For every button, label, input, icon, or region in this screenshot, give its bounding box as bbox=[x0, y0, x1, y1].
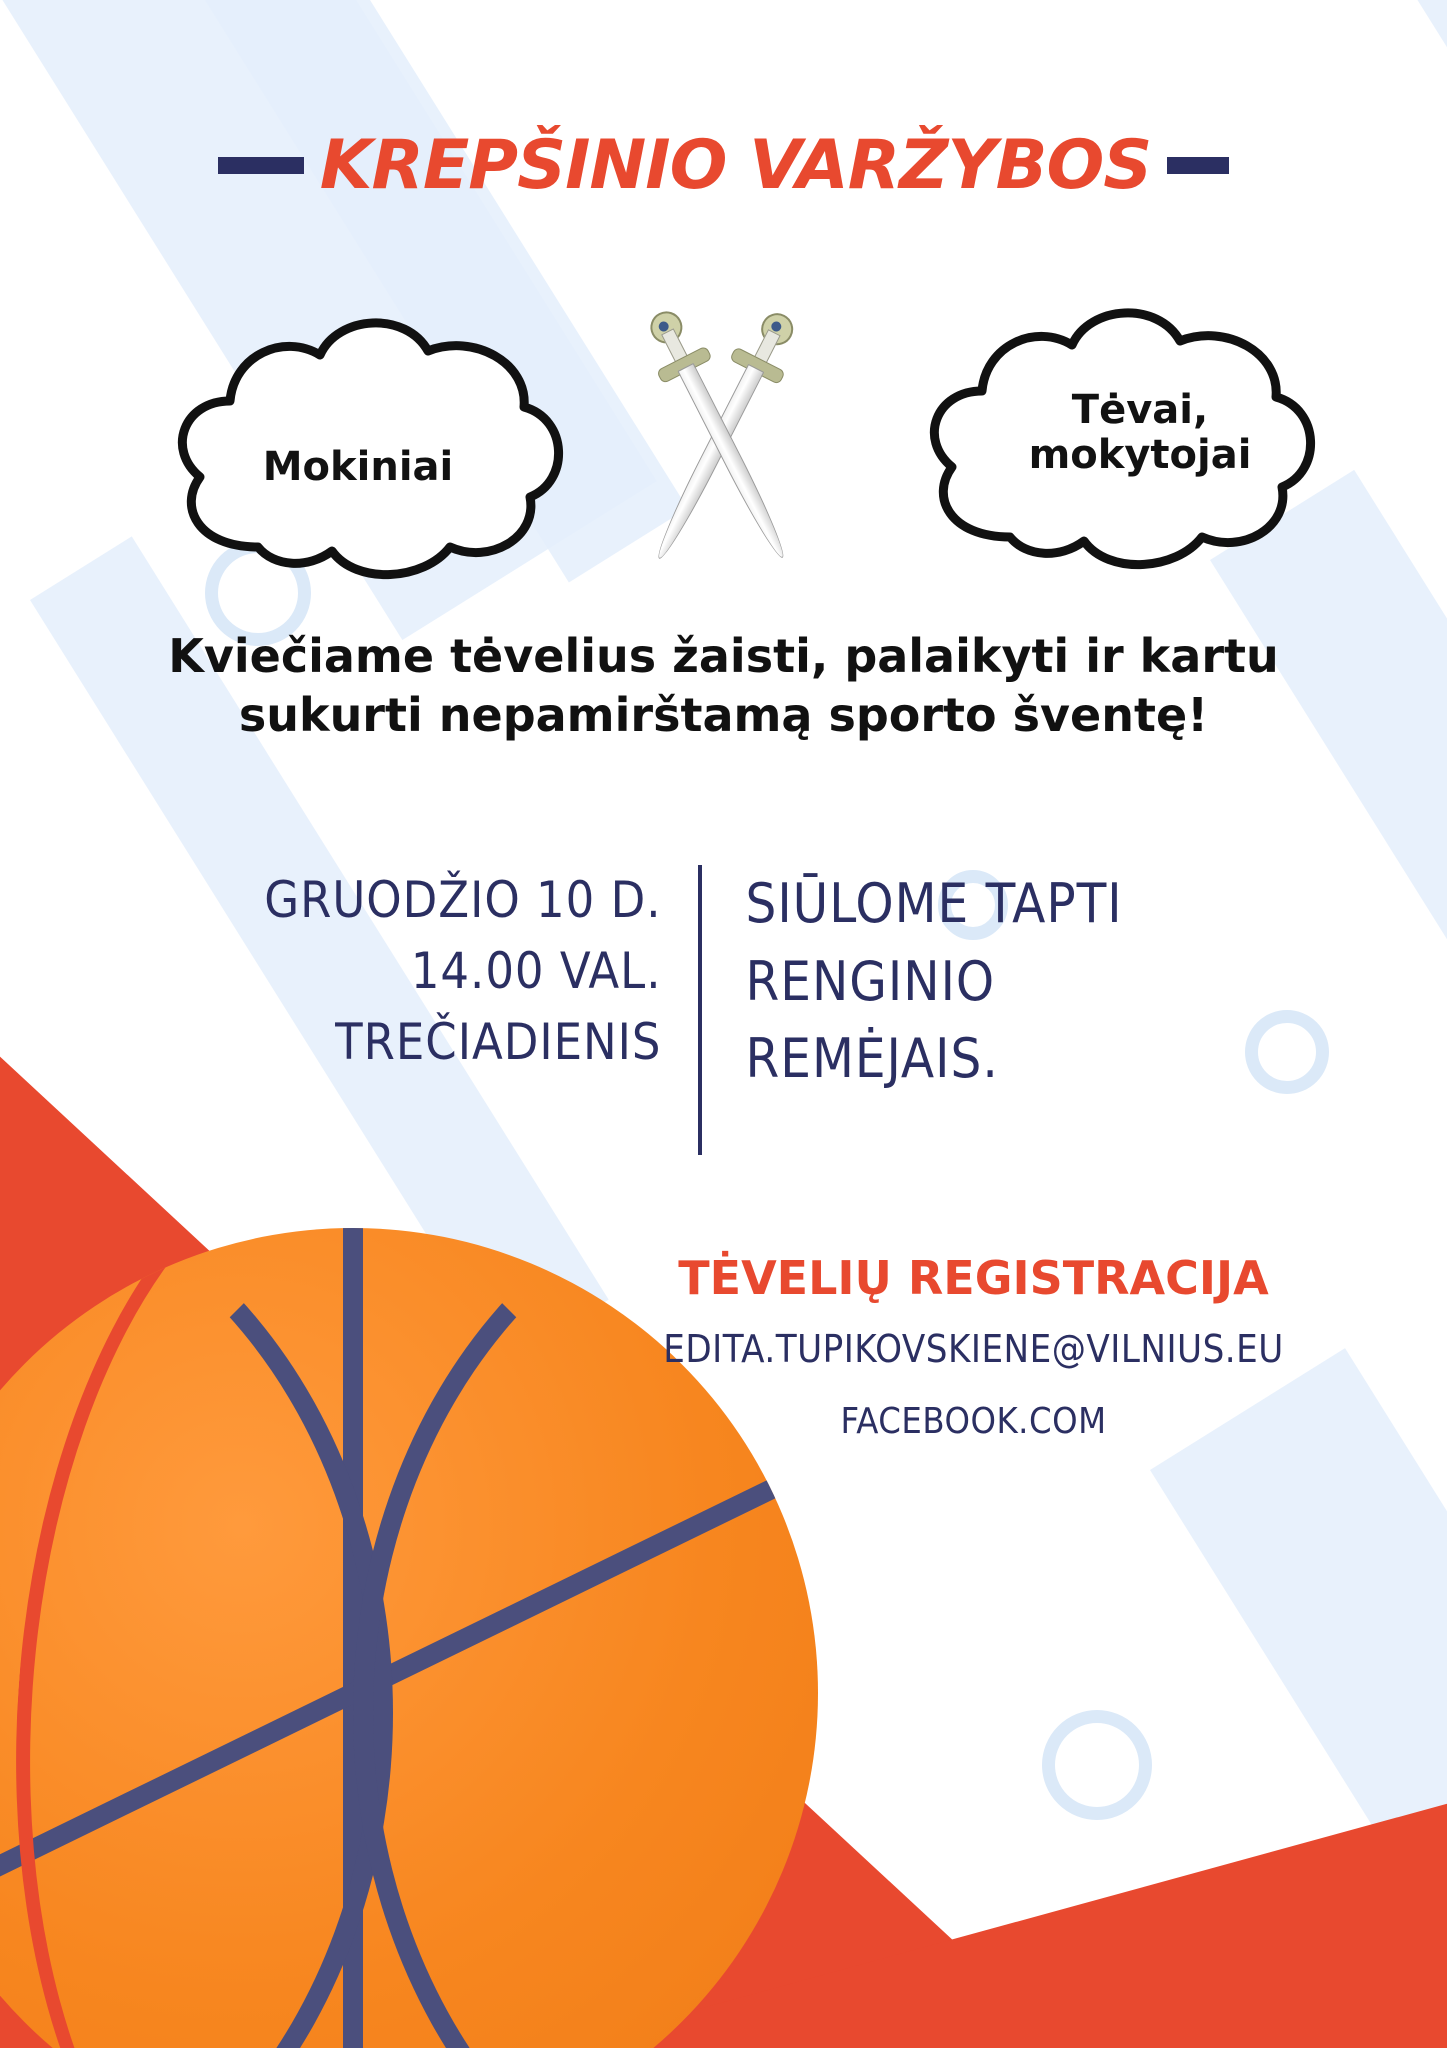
ring-decoration bbox=[1042, 1710, 1152, 1820]
sponsor-line-2: RENGINIO bbox=[745, 949, 996, 1013]
sponsor-line-1: SIŪLOME TAPTI bbox=[745, 871, 1123, 935]
event-info-block bbox=[0, 865, 1447, 1155]
cloud-parents-teachers bbox=[890, 287, 1350, 587]
title-dash-left-icon bbox=[218, 157, 304, 174]
event-date: GRUODŽIO 10 D. bbox=[264, 870, 662, 929]
registration-title: TĖVELIŲ REGISTRACIJA bbox=[678, 1250, 1269, 1305]
sponsor-line-3: REMĖJAIS. bbox=[745, 1027, 999, 1091]
sponsor-callout bbox=[702, 865, 1216, 1098]
participants-row bbox=[0, 287, 1447, 617]
crossed-swords-icon bbox=[585, 297, 855, 587]
cloud-students-label: Mokiniai bbox=[262, 443, 454, 490]
title-row bbox=[0, 0, 1447, 245]
event-datetime bbox=[232, 865, 698, 1078]
invitation-line-1: Kviečiame tėvelius žaisti, palaikyti ir kartu bbox=[168, 629, 1279, 684]
invitation-text bbox=[70, 627, 1377, 745]
registration-facebook-link[interactable]: FACEBOOK.COM bbox=[840, 1400, 1107, 1442]
page-title: KREPŠINIO VARŽYBOS bbox=[319, 125, 1152, 205]
cloud-parents-line-1: Tėvai, bbox=[1071, 387, 1209, 434]
event-time: 14.00 VAL. bbox=[410, 941, 662, 1000]
event-weekday: TREČIADIENIS bbox=[335, 1012, 662, 1071]
cloud-parents-teachers-label bbox=[1029, 388, 1252, 478]
invitation-line-2: sukurti nepamirštamą sporto šventę! bbox=[238, 687, 1209, 742]
title-dash-right-icon bbox=[1167, 157, 1229, 174]
cloud-students bbox=[138, 297, 598, 597]
registration-email[interactable]: EDITA.TUPIKOVSKIENE@VILNIUS.EU bbox=[663, 1326, 1284, 1371]
cloud-parents-line-2: mokytojai bbox=[1028, 432, 1252, 479]
registration-block bbox=[0, 1251, 1447, 1442]
